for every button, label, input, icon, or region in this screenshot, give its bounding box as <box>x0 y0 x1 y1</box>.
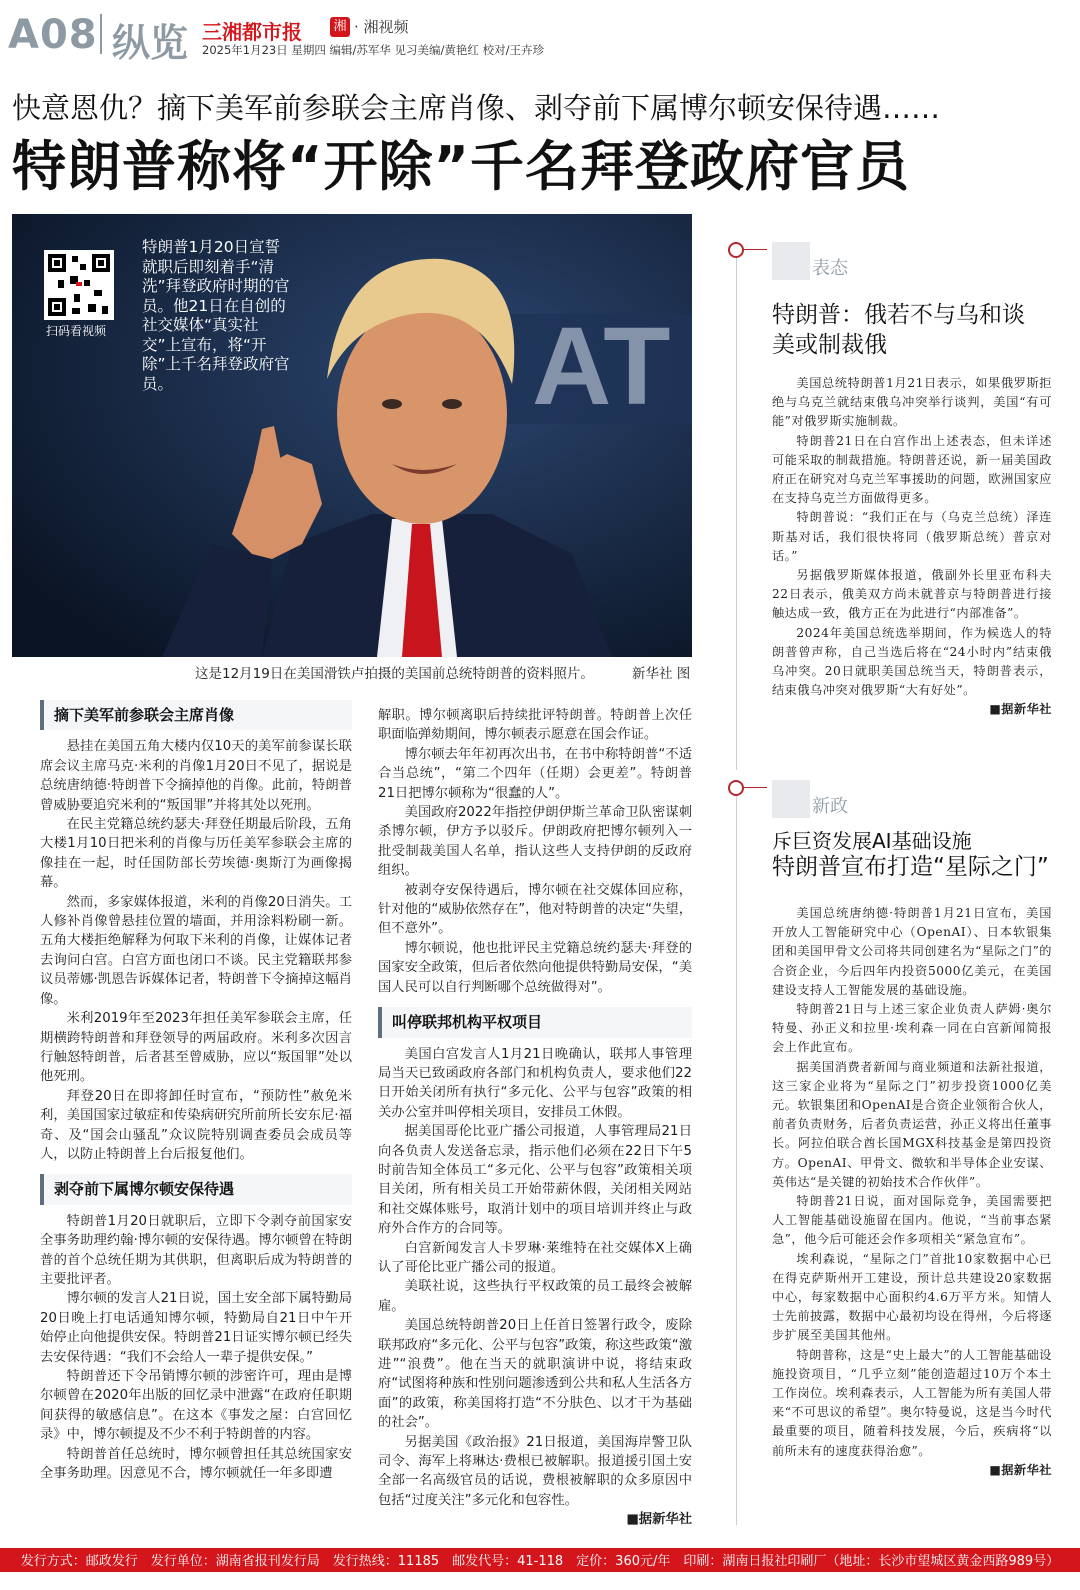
headline-title: 特朗普称将“开除”千名拜登政府官员 <box>12 135 910 198</box>
paragraph: 在民主党籍总统约瑟夫·拜登任期最后阶段，五角大楼1月10日把米利的肖像与历任美军参联会主席的像挂在一起，时任国防部长劳埃德·奥斯汀为画像揭幕。 <box>40 817 352 891</box>
photo-credit: 新华社 图 <box>632 666 691 682</box>
sidebar-title-2a: 斥巨资发展AI基础设施 <box>772 829 972 853</box>
video-brand: · 湘视频 <box>354 18 409 36</box>
tag-policy: 新政 <box>812 796 848 817</box>
section-title: 纵览 <box>112 21 189 65</box>
paragraph: 特朗普21日在白宫作出上述表态，但未详述可能采取的制裁措施。特朗普还说，新一届美国政府正在研究对乌克兰军事援助的问题，欧洲国家应在支持乌克兰方面做得更多。 <box>772 433 1052 506</box>
sidebar-title-1a: 特朗普：俄若不与乌和谈 <box>772 302 1025 328</box>
paragraph: 特朗普21日说，面对国际竞争，美国需要把人工智能基础设施留在国内。他说，“当前事态紧急”，他今后可能还会作多项相关“紧急宣布”。 <box>772 1194 1052 1247</box>
paragraph: 特朗普还下令吊销博尔顿的涉密许可，理由是博尔顿曾在2020年出版的回忆录中泄露“在政府任职期间获得的敏感信息”。在这本《事发之屋：白宫回忆录》中，博尔顿提及不少不利于特朗普的内容。 <box>40 1369 352 1443</box>
byline: ■据新华社 <box>989 1462 1052 1477</box>
photo-caption: 这是12月19日在美国滑铁卢拍摄的美国前总统特朗普的资料照片。 <box>195 666 594 682</box>
photo-lead-text: 特朗普1月20日宣誓就职后即刻着手“清洗”拜登政府时期的官员。他21日在自创的社交媒体“真实社交”上宣布，将“开除”上千名拜登政府官员。 <box>142 238 290 393</box>
sidebar-title-2b: 特朗普宣布打造“星际之门” <box>772 854 1049 880</box>
lead-photo <box>12 214 692 657</box>
paragraph: 博尔顿去年年初再次出书，在书中称特朗普“不适合当总统”，“第二个四年（任期）会更差”。特朗普21日把博尔顿称为“很蠢的人”。 <box>378 746 692 801</box>
paragraph: 另据美国《政治报》21日报道，美国海岸警卫队司令、海军上将琳达·费根已被解职。报道援引国土安全部一名高级官员的话说，费根被解职的众多原因中包括“过度关注”多元化和包容性。 <box>378 1434 692 1508</box>
tag-background <box>772 780 810 818</box>
newspaper-name: 三湘都市报 <box>202 20 302 44</box>
paragraph: 白宫新闻发言人卡罗琳·莱维特在社交媒体X上确认了哥伦比亚广播公司的报道。 <box>378 1240 692 1275</box>
paragraph: 特朗普21日与上述三家企业负责人萨姆·奥尔特曼、孙正义和拉里·埃利森一同在白宫新闻简报会上作此宣布。 <box>772 1002 1052 1055</box>
timeline-line <box>736 785 737 1525</box>
article-column-left <box>40 700 352 1483</box>
tag-background <box>772 242 810 280</box>
header-divider <box>100 14 102 54</box>
timeline-line <box>736 250 737 770</box>
paragraph: 据美国哥伦比亚广播公司报道，人事管理局21日向各负责人发送备忘录，指示他们必须在22日下午5时前告知全体员工“多元化、公平与包容”政策相关项目关闭，所有相关员工开始带薪休假，关闭相关网站和社交媒体账号，取消计划中的项目培训并终止与政府外合作方的合同等。 <box>378 1124 692 1237</box>
sidebar-body-1 <box>772 374 1052 720</box>
paragraph: 特朗普首任总统时，博尔顿曾担任其总统国家安全事务助理。因意见不合，博尔顿就任一年多即遭 <box>40 1446 352 1482</box>
paragraph: 美国总统特朗普1月21日表示，如果俄罗斯拒绝与乌克兰就结束俄乌冲突举行谈判，美国“有可能”对俄罗斯实施制裁。 <box>772 376 1052 429</box>
sidebar-title-1b: 美或制裁俄 <box>772 332 887 358</box>
paragraph: 博尔顿说，他也批评民主党籍总统约瑟夫·拜登的国家安全政策，但后者依然向他提供特勤局安保，“美国人民可以自行判断哪个总统做得对”。 <box>378 940 692 995</box>
paragraph: 米利2019年至2023年担任美军参联会主席，任期横跨特朗普和拜登领导的两届政府。米利多次因言行触怒特朗普，后者甚至曾威胁，应以“叛国罪”处以他死刑。 <box>40 1011 352 1085</box>
timeline-dot-icon <box>728 242 744 258</box>
paragraph: 美联社说，这些执行平权政策的员工最终会被解雇。 <box>378 1279 692 1314</box>
paragraph: 然而，多家媒体报道，米利的肖像20日消失。工人修补肖像曾悬挂位置的墙面，并用涂料粉刷一新。五角大楼拒绝解释为何取下米利的肖像，让媒体记者去询问白宫。白宫方面也闭口不谈。民主党籍联邦参议员蒂娜·凯恩告诉媒体记者，特朗普下令摘掉这幅肖像。 <box>40 894 352 1007</box>
timeline-connector <box>742 249 767 250</box>
tag-statement: 表态 <box>812 258 848 279</box>
paragraph: 特朗普1月20日就职后，立即下令剥夺前国家安全事务助理约翰·博尔顿的安保待遇。博尔顿曾在特朗普的首个总统任期为其供职，但离职后成为特朗普的主要批评者。 <box>40 1213 352 1287</box>
qr-code-icon[interactable] <box>44 250 114 320</box>
paragraph: 被剥夺安保待遇后，博尔顿在社交媒体回应称，针对他的“威胁依然存在”，他对特朗普的决定“失望，但不意外”。 <box>378 882 692 937</box>
issue-meta: 2025年1月23日 星期四 编辑/苏军华 见习美编/黄艳红 校对/王卉珍 <box>202 43 544 57</box>
paragraph: 2024年美国总统选举期间，作为候选人的特朗普曾声称，自己当选后将在“24小时内”结束俄乌冲突。20日就职美国总统当天，特朗普表示，结束俄乌冲突对俄罗斯“大有好处”。 <box>772 625 1052 698</box>
subhead-bolton: 剥夺前下属博尔顿安保待遇 <box>40 1174 352 1204</box>
paragraph: 美国总统特朗普20日上任首日签署行政令，废除联邦政府“多元化、公平与包容”政策，称这些政策“激进”“浪费”。他在当天的就职演讲中说，将结束政府“试图将种族和性别问题渗透到公共和私人生活各方面”的政策，称美国将打造“不分肤色、以才干为基础的社会”。 <box>378 1318 692 1431</box>
headline-kicker: 快意恩仇？摘下美军前参联会主席肖像、剥夺前下属博尔顿安保待遇…… <box>12 91 941 125</box>
paragraph: 悬挂在美国五角大楼内仅10天的美军前参谋长联席会议主席马克·米利的肖像1月20日不见了，据说是总统唐纳德·特朗普下令摘掉他的肖像。此前，特朗普曾威胁要追究米利的“叛国罪”并将其处以死刑。 <box>40 739 352 813</box>
paragraph: 解职。博尔顿离职后持续批评特朗普。特朗普上次任职面临弹劾期间，博尔顿表示愿意在国会作证。 <box>378 708 692 743</box>
sidebar-column <box>712 230 1072 1550</box>
sidebar-body-2 <box>772 904 1052 1480</box>
paragraph: 美国总统唐纳德·特朗普1月21日宣布，美国开放人工智能研究中心（OpenAI）、日本软银集团和美国甲骨文公司将共同创建名为“星际之门”的合资企业，今后四年内投资5000亿美元，在美国建设支持人工智能发展的基础设施。 <box>772 906 1052 997</box>
paragraph: 特朗普说：“我们正在与（乌克兰总统）泽连斯基对话，我们很快将同（俄罗斯总统）普京对话。” <box>772 510 1052 563</box>
qr-label: 扫码看视频 <box>46 324 107 338</box>
byline: ■据新华社 <box>989 702 1052 717</box>
timeline-dot-icon <box>728 780 744 796</box>
paragraph: 拜登20日在即将卸任时宣布，“预防性”赦免米利，美国国家过敏症和传染病研究所前所长安东尼·福奇、及“国会山骚乱”众议院特别调查委员会成员等人，以防止特朗普上台后报复他们。 <box>40 1088 352 1162</box>
trump-photo-illustration <box>12 214 692 657</box>
paragraph: 美国白宫发言人1月21日晚确认，联邦人事管理局当天已致函政府各部门和机构负责人，要求他们22日开始关闭所有执行“多元化、公平与包容”政策的相关办公室并叫停相关项目，安排员工休假。 <box>378 1046 692 1120</box>
paragraph: 博尔顿的发言人21日说，国土安全部下属特勤局20日晚上打电话通知博尔顿，特勤局自21日中午开始停止向他提供安保。特朗普21日证实博尔顿已经失去安保待遇：“我们不会给人一辈子提供安保。” <box>40 1291 352 1365</box>
paragraph: 另据俄罗斯媒体报道，俄副外长里亚布科夫22日表示，俄美双方尚未就普京与特朗普进行接触达成一致，俄方正在为此进行“内部准备”。 <box>772 568 1052 621</box>
xiang-logo-icon: 湘 <box>330 17 350 37</box>
subhead-portrait: 摘下美军前参联会主席肖像 <box>40 700 352 730</box>
subhead-dei: 叫停联邦机构平权项目 <box>378 1007 692 1037</box>
paragraph: 特朗普称，这是“史上最大”的人工智能基础设施投资项目，“几乎立刻”能创造超过10万个本土工作岗位。埃利森表示，人工智能为所有美国人带来“不可思议的希望”。奥尔特曼说，这是当今时代最重要的项目，随着科技发展，今后，疾病将“以前所未有的速度获得治愈”。 <box>772 1347 1052 1458</box>
byline: ■据新华社 <box>626 1512 692 1528</box>
svg-text:AT: AT <box>532 305 671 428</box>
article-column-middle <box>378 706 692 1530</box>
timeline-connector <box>742 787 767 788</box>
paragraph: 埃利森说，“星际之门”首批10家数据中心已在得克萨斯州开工建设，预计总共建设20家数据中心，每家数据中心面积约4.6万平方米。知情人士先前披露，数据中心最初均设在得州，今后将逐步扩展至美国其他州。 <box>772 1251 1052 1343</box>
paragraph: 美国政府2022年指控伊朗伊斯兰革命卫队密谋刺杀博尔顿，伊方予以驳斥。伊朗政府把博尔顿列入一批受制裁美国人名单，指认这些人支持伊朗的反政府组织。 <box>378 805 692 879</box>
footer-text: 发行方式：邮政发行 发行单位：湖南省报刊发行局 发行热线：11185 邮发代号：41-118 定价：360元/年 印刷：湖南日报社印刷厂（地址：长沙市望城区黄金西路989号） <box>20 1554 1060 1569</box>
paragraph: 据美国消费者新闻与商业频道和法新社报道，这三家企业将为“星际之门”初步投资1000亿美元。软银集团和OpenAI是合资企业领衔合伙人，前者负责财务，后者负责运营，孙正义将出任董事长。阿拉伯联合酋长国MGX科技基金是第四投资方。OpenAI、甲骨文、微软和半导体企业安谋、英伟达“是关键的初始技术合作伙伴”。 <box>772 1059 1052 1189</box>
page-number: A08 <box>8 12 98 58</box>
